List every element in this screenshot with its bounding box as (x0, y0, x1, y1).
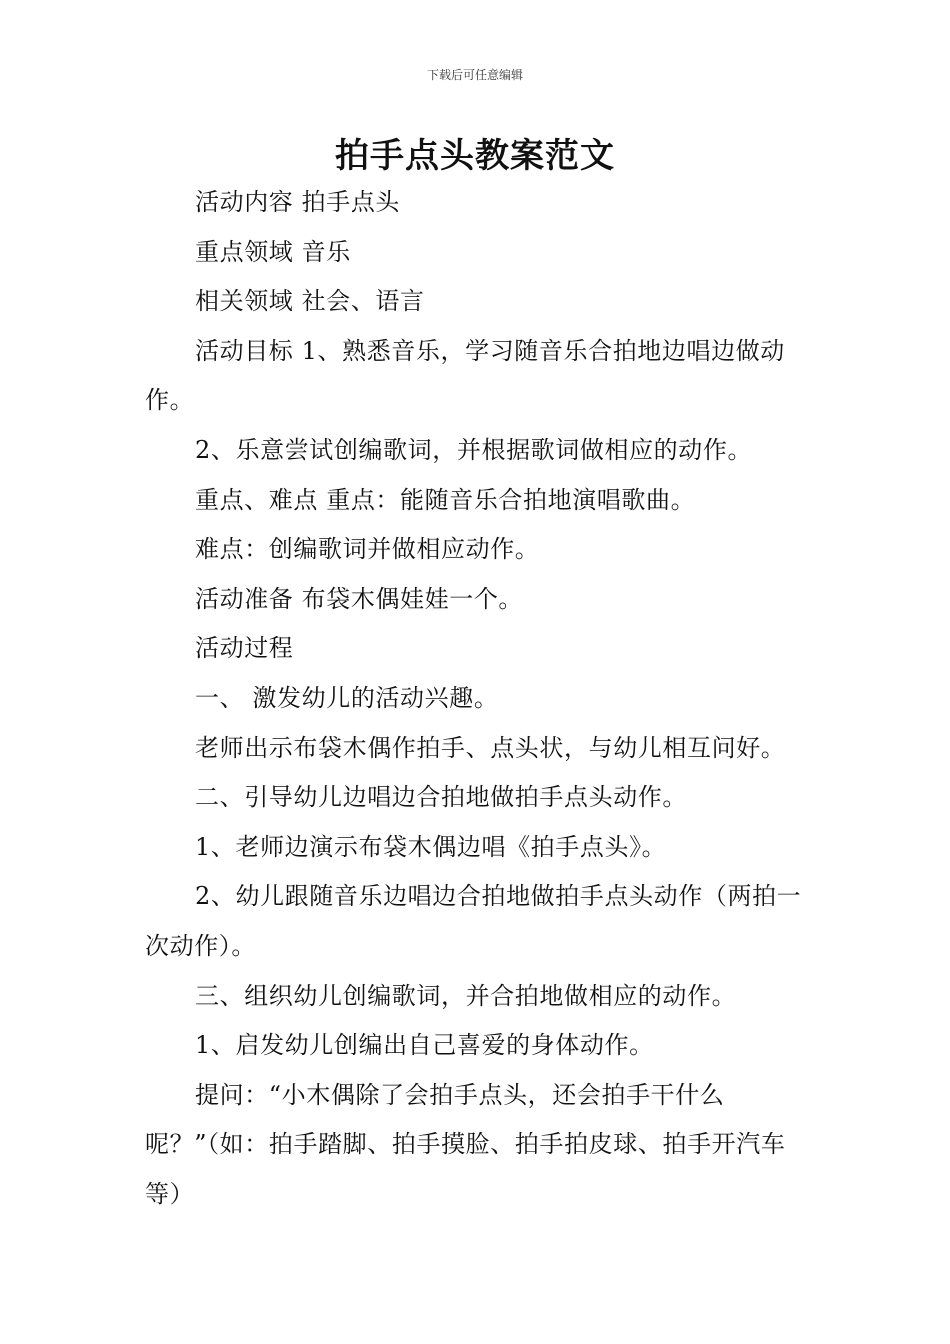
paragraph-step-1: 一、 激发幼儿的活动兴趣。 (195, 683, 499, 712)
paragraph-step-2: 二、引导幼儿边唱边合拍地做拍手点头动作。 (195, 783, 687, 812)
paragraph-step-1-detail: 老师出示布袋木偶作拍手、点头状，与幼儿相互问好。 (195, 733, 786, 762)
paragraph-activity-goal-2: 2、乐意尝试创编歌词，并根据歌词做相应的动作。 (195, 435, 753, 464)
paragraph-related-domain: 相关领域 社会、语言 (195, 287, 425, 316)
paragraph-step-2-item-1: 1、老师边演示布袋木偶边唱《拍手点头》。 (195, 832, 667, 861)
paragraph-key-domain: 重点领域 音乐 (195, 237, 351, 266)
paragraph-activity-goal-1: 活动目标 1、熟悉音乐，学习随音乐合拍地边唱边做动作。 (145, 336, 785, 415)
paragraph-step-2-item-2: 2、幼儿跟随音乐边唱边合拍地做拍手点头动作（两拍一次动作）。 (145, 882, 802, 960)
paragraph-step-3-item-1: 1、启发幼儿创编出自己喜爱的身体动作。 (195, 1031, 654, 1060)
paragraph-step-3: 三、组织幼儿创编歌词，并合拍地做相应的动作。 (195, 981, 737, 1010)
paragraph-difficulty: 难点：创编歌词并做相应动作。 (195, 535, 540, 564)
document-body (145, 178, 810, 1219)
paragraph-preparation: 活动准备 布袋木偶娃娃一个。 (195, 584, 524, 613)
document-title: 拍手点头教案范文 (335, 136, 615, 176)
paragraph-key-points: 重点、难点 重点：能随音乐合拍地演唱歌曲。 (195, 485, 696, 514)
paragraph-process-heading: 活动过程 (195, 634, 294, 663)
paragraph-question: 提问：“小木偶除了会拍手点头，还会拍手干什么呢？”（如：拍手踏脚、拍手摸脸、拍手拍皮球、拍手开汽车等） (145, 1080, 786, 1208)
paragraph-activity-content: 活动内容 拍手点头 (195, 188, 401, 216)
page-header-note: 下载后可任意编辑 (426, 68, 523, 82)
